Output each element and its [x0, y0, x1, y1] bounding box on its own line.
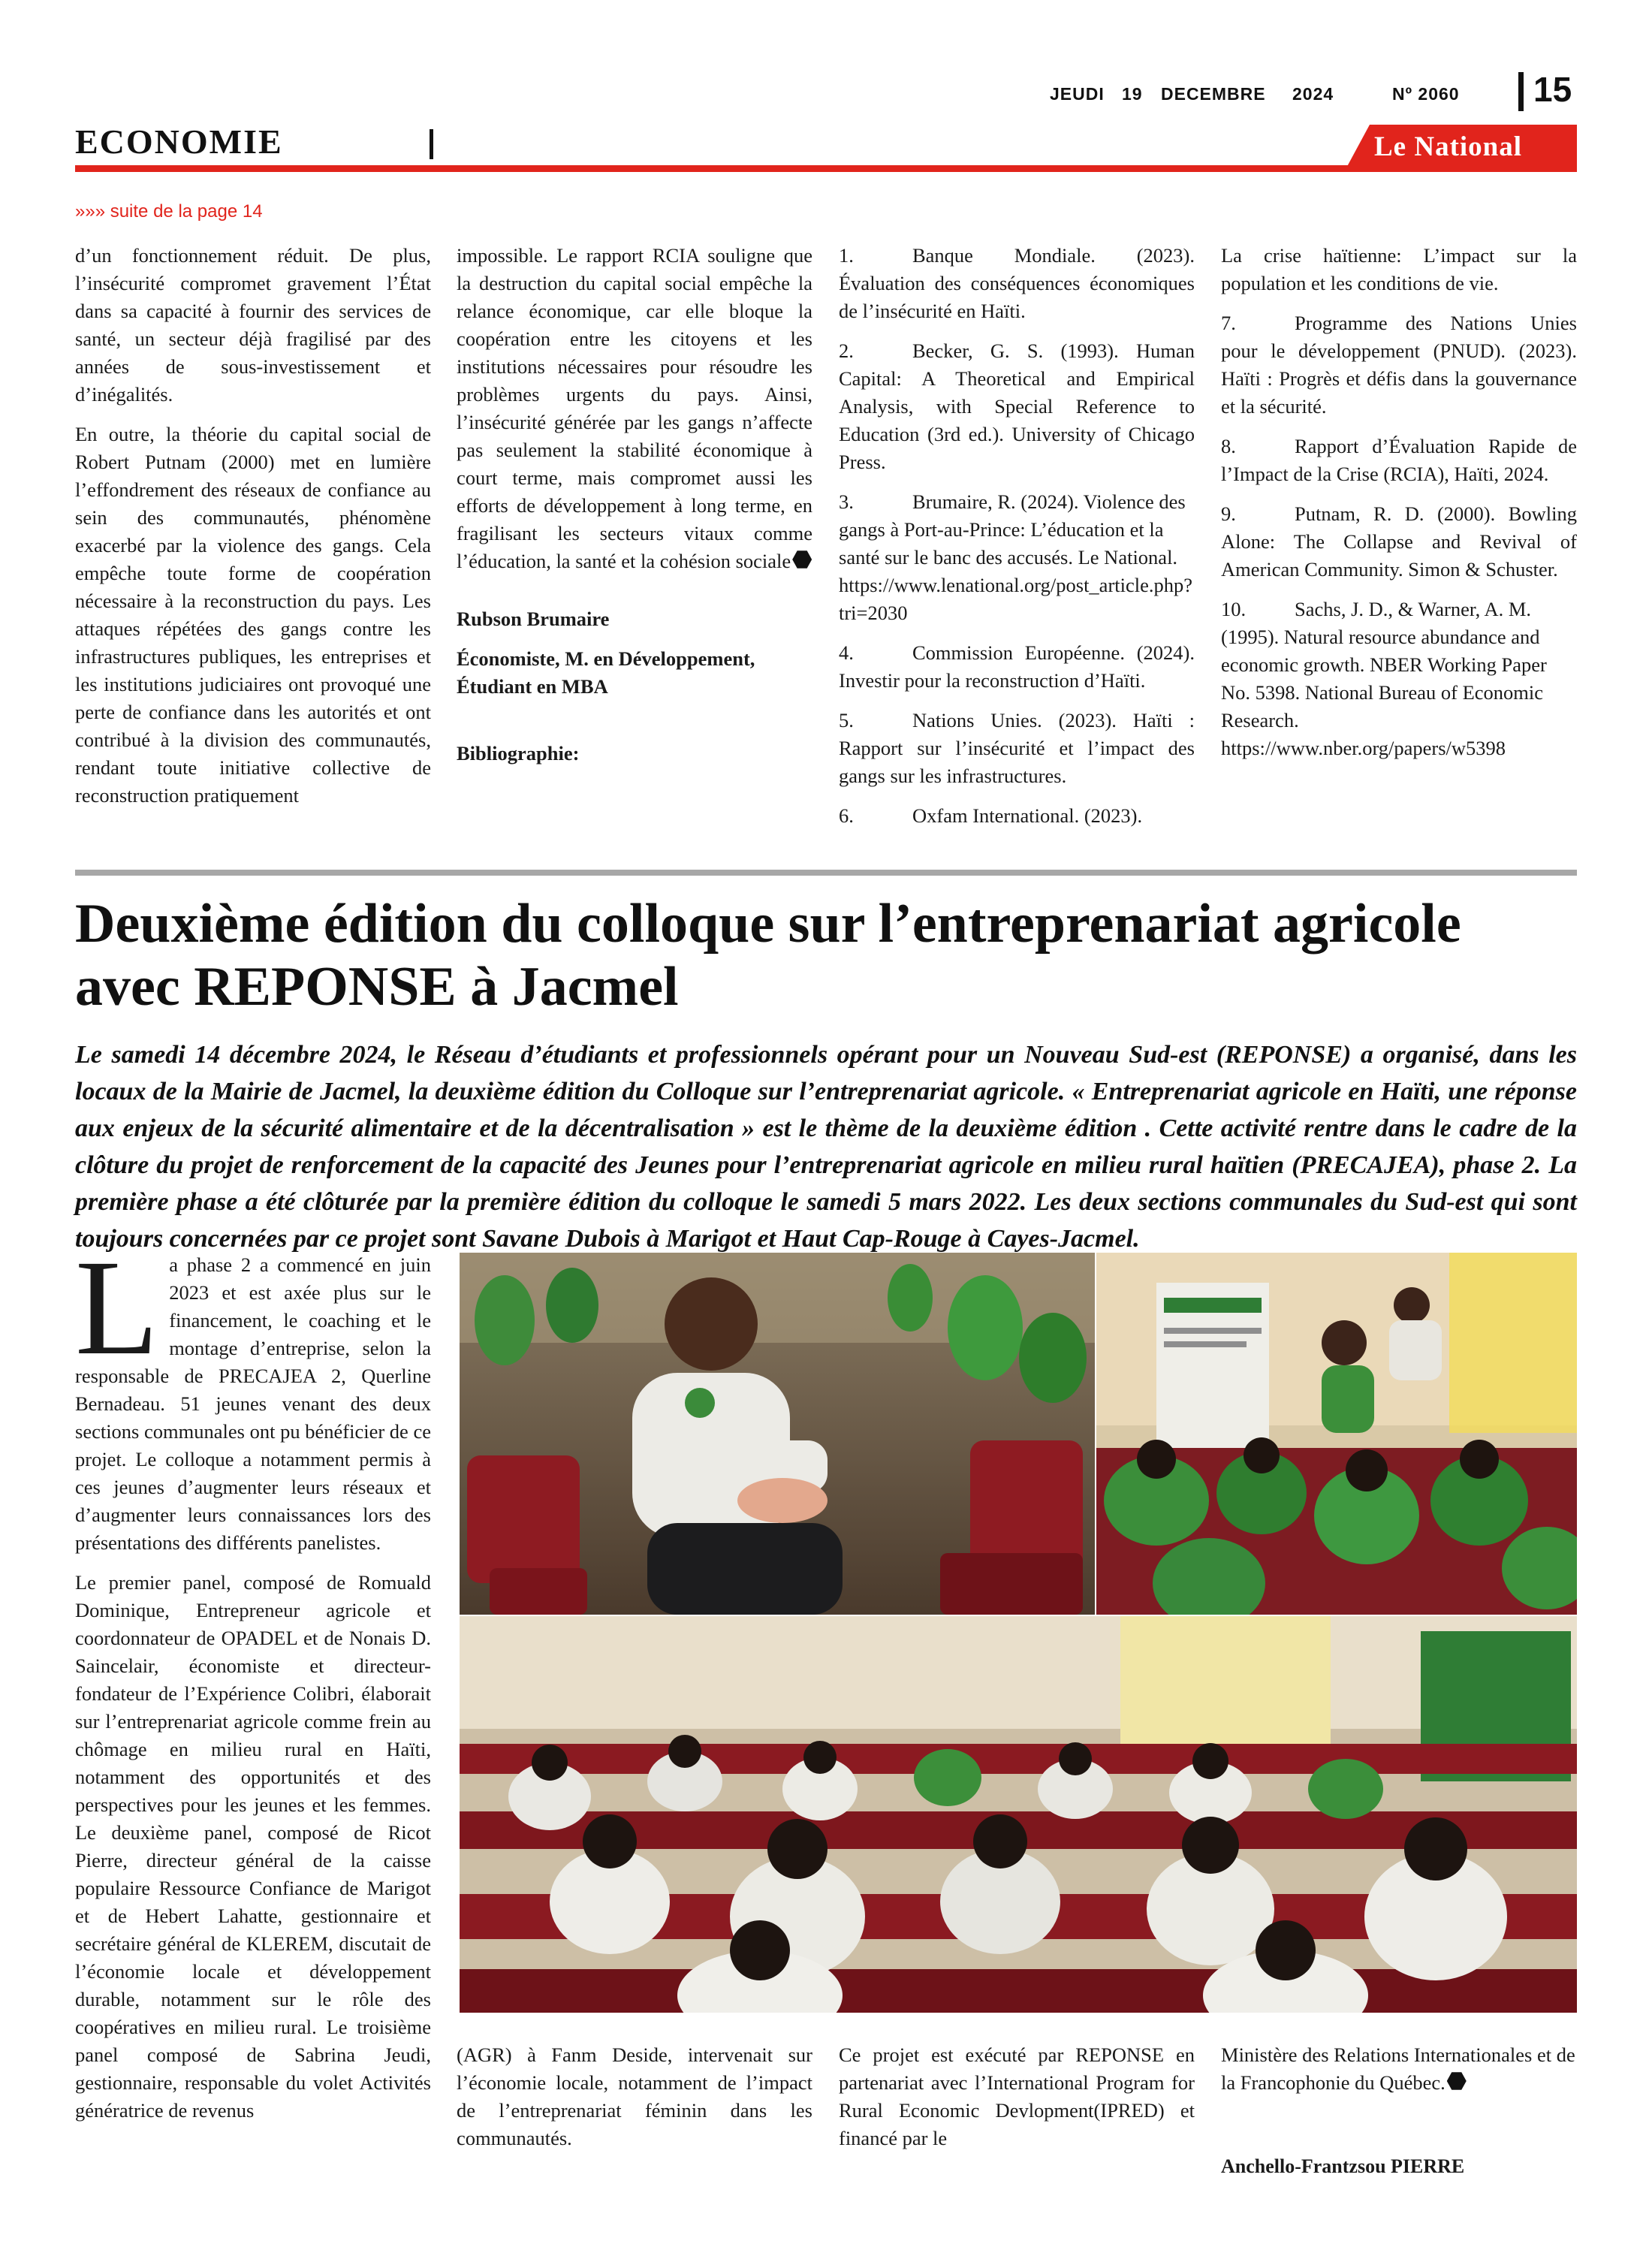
- bibliography-item: [1221, 596, 1577, 762]
- issue-day: JEUDI: [1050, 84, 1105, 104]
- bibliography-item: [1221, 309, 1577, 421]
- bibliography-item: [839, 639, 1195, 695]
- bibliography-item: [839, 802, 1195, 830]
- article-paragraph: [75, 1232, 431, 1557]
- bibliography-text: Becker, G. S. (1993). Human Capital: A Theoretical and Empirical Analysis, with Special Reference to Education (3rd ed.). University of Chicago Press.: [839, 339, 1195, 473]
- bibliography-text: Brumaire, R. (2024). Violence des gangs à Port-au-Prince: L’éducation et la santé sur le banc des accusés. Le National. https://www.lenational.org/post_article.php?tri=2030: [839, 490, 1193, 624]
- article-separator: [75, 870, 1577, 876]
- article-column-3: [839, 2041, 1195, 2164]
- issue-number: Nº 2060: [1392, 84, 1460, 104]
- bibliography-item: [839, 707, 1195, 790]
- bibliography-text: Programme des Nations Unies pour le développement (PNUD). (2023). Haïti : Progrès et défis dans la gouvernance et la sécurité.: [1221, 312, 1577, 418]
- bibliography-column-1: [839, 242, 1195, 842]
- bibliography-number: 8.: [1221, 435, 1236, 457]
- issue-date-number: 19: [1122, 84, 1143, 104]
- bibliography-item: [839, 337, 1195, 476]
- newspaper-brand: Le National: [1374, 131, 1523, 162]
- article-paragraph: (AGR) à Fanm Deside, intervenait sur l’économie locale, notamment de l’impact de l’entreprenariat féminin dans les communautés.: [457, 2043, 812, 2149]
- photo-seated-participant: [460, 1253, 1095, 1615]
- prev-author-name: Rubson Brumaire: [457, 608, 610, 630]
- photo-audience: [460, 1616, 1577, 2013]
- bibliography-number: 10.: [1221, 598, 1247, 620]
- bibliography-text: Rapport d’Évaluation Rapide de l’Impact de la Crise (RCIA), Haïti, 2024.: [1221, 435, 1577, 485]
- article-paragraph-text: a phase 2 a commencé en juin 2023 et est axée plus sur le financement, le coaching et le montage d’entreprise, selon la responsable de PRECAJEA 2, Querline Bernadeau. 51 jeunes venant des deux sections communales ont pu bénéficier de ce projet. Le colloque a notamment permis à ces jeunes d’augmenter leurs réseaux et d’augmenter leurs connaissances lors des présentations des différents panelistes.: [75, 1253, 431, 1554]
- bibliography-text: Commission Européenne. (2024). Investir pour la reconstruction d’Haïti.: [839, 641, 1195, 692]
- bibliography-number: 6.: [839, 804, 854, 827]
- prev-author-title: Économiste, M. en Développement, Étudiant en MBA: [457, 647, 755, 698]
- prev-paragraph: d’un fonctionnement réduit. De plus, l’insécurité compromet gravement l’État dans sa capacité à fournir des services de santé, un secteur déjà fragilisé par des années de sous-investissement et d’inégalités.: [75, 244, 431, 406]
- article-column-1: [75, 1232, 431, 2137]
- bibliography-number: 3.: [839, 490, 854, 513]
- article-author: Anchello-Frantzsou PIERRE: [1221, 2155, 1465, 2177]
- bibliography-number: 2.: [839, 339, 854, 362]
- bibliography-item: [839, 488, 1195, 627]
- bibliography-number: 1.: [839, 244, 854, 267]
- article-paragraph: Ce projet est exécuté par REPONSE en partenariat avec l’International Program for Rural Economic Devlopment(IPRED) et financé par le: [839, 2043, 1195, 2149]
- bibliography-number: 5.: [839, 709, 854, 731]
- end-of-article-icon: [1447, 2071, 1467, 2091]
- prev-paragraph-end: [457, 242, 812, 575]
- prev-paragraph: En outre, la théorie du capital social de Robert Putnam (2000) met en lumière l’effondrement des réseaux de confiance au sein des communautés, phénomène exacerbé par la violence des gangs. Cela empêche toute forme de coopération nécessaire à la reconstruction du pays. Les attaques répétées des gangs contre les infrastructures publiques, les entreprises et les institutions judiciaires ont provoqué une perte de confiance dans les autorités et ont contribué à la division des communautés, rendant toute initiative collective de reconstruction pratiquement: [75, 423, 431, 807]
- bibliography-item: [839, 242, 1195, 325]
- issue-month: DECEMBRE: [1161, 84, 1266, 104]
- bibliography-text: Putnam, R. D. (2000). Bowling Alone: The Collapse and Revival of American Community. Simon & Schuster.: [1221, 502, 1577, 581]
- continued-from-label: »»» suite de la page 14: [75, 201, 263, 222]
- bibliography-text: Banque Mondiale. (2023). Évaluation des conséquences économiques de l’insécurité en Haïti.: [839, 244, 1195, 322]
- page-number-divider: [1518, 72, 1524, 111]
- bibliography-text: Oxfam International. (2023).: [912, 804, 1143, 827]
- prev-article-column-1: [75, 242, 431, 822]
- bibliography-number: 7.: [1221, 312, 1236, 334]
- page-number: 15: [1533, 70, 1572, 109]
- bibliography-column-2: [1221, 242, 1577, 774]
- bibliography-item: [1221, 433, 1577, 488]
- bibliography-number: 4.: [839, 641, 854, 664]
- section-title: ECONOMIE: [75, 122, 283, 161]
- end-of-article-icon: [792, 550, 812, 569]
- article-paragraph: Le premier panel, composé de Romuald Dominique, Entrepreneur agricole et coordonnateur de OPADEL et de Nonais D. Saincelair, économiste et directeur-fondateur de l’Expérience Colibri, élaborait sur l’entreprenariat agricole comme frein au chômage en milieu rural en Haïti, notamment des opportunités et des perspectives pour les jeunes et les femmes. Le deuxième panel, composé de Ricot Pierre, directeur général de la caisse populaire Ressource Confiance de Marigot et de Hebert Lahatte, gestionnaire et secrétaire général de KLEREM, discutait de l’économie locale et développement durable, notamment sur le rôle des coopératives en milieu rural. Le troisième panel composé de Sabrina Jeudi, gestionnaire, responsable du volet Activités génératrice de revenus: [75, 1571, 431, 2122]
- bibliography-continued: La crise haïtienne: L’impact sur la population et les conditions de vie.: [1221, 244, 1577, 294]
- bibliography-item: [1221, 500, 1577, 584]
- prev-paragraph-text: impossible. Le rapport RCIA souligne que la destruction du capital social empêche la relance économique, car elle bloque la coopération entre les citoyens et les institutions nécessaires pour résoudre les problèmes urgents du pays. Ainsi, l’insécurité générée par les gangs n’affecte pas seulement la stabilité économique à court terme, mais compromet aussi les efforts de développement à long terme, en fragilisant les secteurs vitaux comme l’éducation, la santé et la cohésion sociale: [457, 244, 812, 572]
- article-paragraph-text: Ministère des Relations Internationales et de la Francophonie du Québec.: [1221, 2043, 1575, 2094]
- bibliography-number: 9.: [1221, 502, 1236, 525]
- issue-year: 2024: [1292, 84, 1334, 104]
- photo-panel-discussion: [1096, 1253, 1577, 1615]
- article-headline: Deuxième édition du colloque sur l’entreprenariat agricole avec REPONSE à Jacmel: [75, 893, 1461, 1018]
- prev-article-column-2: [457, 242, 812, 780]
- drop-cap: L: [75, 1232, 159, 1383]
- bibliography-text: Sachs, J. D., & Warner, A. M. (1995). Natural resource abundance and economic growth. NBER Working Paper No. 5398. National Bureau of Economic Research. https://www.nber.org/papers/w5398: [1221, 598, 1547, 759]
- section-divider: [430, 129, 433, 159]
- article-lede: Le samedi 14 décembre 2024, le Réseau d’étudiants et professionnels opérant pour un Nouveau Sud-est (REPONSE) a organisé, dans les locaux de la Mairie de Jacmel, la deuxième édition du Colloque sur l’entreprenariat agricole. « Entreprenariat agricole en Haïti, une réponse aux enjeux de la sécurité alimentaire et de la décentralisation » est le thème de la deuxième édition . Cette activité rentre dans le cadre de la clôture du projet de renforcement de la capacité des Jeunes pour l’entreprenariat agricole en milieu rural haïtien (PRECAJEA), phase 2. La première phase a été clôturée par la première édition du colloque le samedi 5 mars 2022. Les deux sections communales du Sud-est qui sont toujours concernées par ce projet sont Savane Dubois à Marigot et Haut Cap-Rouge à Cayes-Jacmel.: [75, 1041, 1577, 1253]
- article-column-2: [457, 2041, 812, 2164]
- article-column-4: [1221, 2041, 1577, 2109]
- bibliography-text: Nations Unies. (2023). Haïti : Rapport sur l’insécurité et l’impact des gangs sur les infrastructures.: [839, 709, 1195, 787]
- article-paragraph-end: [1221, 2041, 1577, 2097]
- bibliography-label: Bibliographie:: [457, 742, 580, 765]
